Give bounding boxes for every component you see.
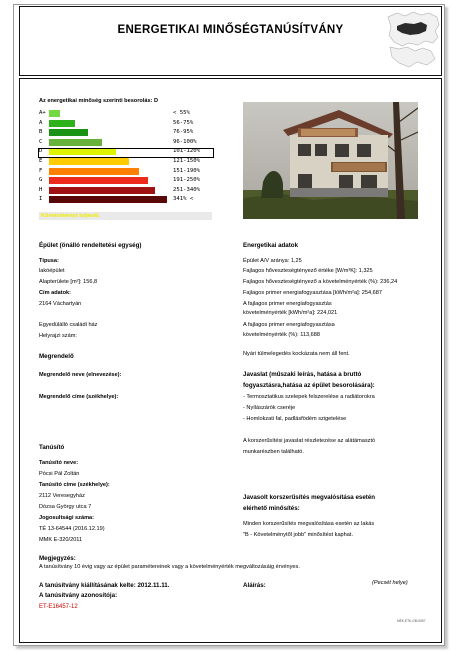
rating-class-range: 101-120% (173, 148, 200, 155)
current-class-frame (38, 148, 214, 158)
certifier-name-label: Tanúsító neve: (39, 460, 79, 466)
rating-class-row (39, 120, 214, 127)
rating-class-range: 56-75% (173, 119, 194, 126)
energy-line: követelményérték (%): 113,688 (243, 332, 321, 338)
rating-class-letter: F (39, 167, 43, 174)
proposal-heading: Javaslat (műszaki leírás, hatása a bruttó (243, 371, 362, 378)
rating-class-letter: A (39, 119, 43, 126)
proposal-item: - Nyílászárók cseréje (243, 405, 296, 411)
rating-class-row (39, 187, 214, 194)
rating-class-letter: G (39, 177, 43, 184)
building-area: Alapterülete [m²]: 156,8 (39, 279, 98, 285)
rating-class-letter: A+ (39, 110, 46, 116)
signature-label: Aláírás: (243, 582, 266, 589)
realization-heading: Javasolt korszerűsítés megvalósítása esetén (243, 494, 376, 501)
energy-heading: Energetikai adatok (243, 242, 299, 249)
certifier-address-value: 2112 Veresegyház (39, 493, 85, 499)
proposal-detail: munkarészben található. (243, 449, 304, 455)
rating-class-bar (49, 158, 129, 165)
certifier-heading: Tanúsító (39, 444, 65, 451)
certifier-license-label: Jogosultsági száma: (39, 515, 95, 521)
rating-class-range: 341% < (173, 196, 194, 203)
rating-class-letter: H (39, 186, 43, 193)
realization-heading: elérhető minősítés: (243, 505, 300, 512)
certificate-id-value: ET-E16457-12 (39, 604, 78, 610)
title-box (19, 6, 442, 76)
rating-class-letter: D (39, 148, 43, 155)
rating-class-row (39, 177, 214, 184)
building-address-value: 2164 Váchartyán (39, 301, 82, 307)
energy-line: Fajlagos primer energiafogyasztása [kWh/m²a]: 254,687 (243, 290, 382, 296)
issue-date: A tanúsítvány kiállításának kelte: 2012.11.11. (39, 582, 170, 589)
rating-class-row (39, 158, 214, 165)
overheating-note: Nyári túlmelegedés kockázata nem áll fent. (243, 351, 350, 357)
rating-class-range: 151-190% (173, 167, 200, 174)
building-use-value: Egyedülálló családi ház (39, 322, 98, 328)
energy-line: A fajlagos primer energiafogyasztás (243, 301, 332, 307)
rating-class-range: 76-95% (173, 129, 194, 136)
rating-class-row (39, 129, 214, 136)
form-stamp: MÉK-ETK-GM-0507 (397, 619, 426, 623)
rating-class-bar (49, 110, 60, 117)
client-name-label: Megrendelő neve (elnevezése): (39, 372, 122, 378)
proposal-item: - Homlokzati fal, padlásfödém szigetelése (243, 416, 347, 422)
building-lot-label: Helyrajzi szám: (39, 333, 77, 339)
energy-line: A fajlagos primer energiafogyasztása (243, 322, 335, 328)
certifier-name-value: Pócsi Pál Zoltán (39, 471, 80, 477)
rating-class-letter: E (39, 158, 43, 164)
rating-class-letter: B (39, 129, 43, 136)
client-address-label: Megrendelő címe (székhelye): (39, 394, 119, 400)
remarks-heading: Megjegyzés: (39, 555, 76, 562)
rating-class-range: 121-150% (173, 158, 200, 164)
certificate-title: ENERGETIKAI MINŐSÉGTANÚSÍTVÁNY (117, 24, 344, 36)
realization-text: "B - Követelménytől jobb" minősítést kaphat. (243, 532, 353, 538)
certifier-license-value: TÉ 13-64544 (2016.12.19) (39, 526, 105, 532)
client-heading: Megrendelő (39, 353, 74, 360)
proposal-item: - Termosztatikus szelepek felszerelése a radiátorokra (243, 394, 375, 400)
rating-class-row (39, 196, 214, 203)
requirement-note: Követelményt teljesíti. (41, 213, 101, 219)
rating-class-range: 251-340% (173, 186, 200, 193)
energy-line: Fajlagos hőveszteségtényező értéke [W/m³K]: 1,325 (243, 268, 373, 274)
certifier-address-value: Dózsa György utca 7 (39, 504, 92, 510)
building-address-label: Cím adatok: (39, 290, 72, 296)
rating-class-range: 96-100% (173, 138, 197, 145)
proposal-detail: A korszerűsítési javaslat részletezése az alátámasztó (243, 438, 376, 444)
building-type-label: Típusa: (39, 258, 59, 264)
building-heading: Épület (önálló rendeltetési egység) (39, 242, 142, 249)
rating-class-row (39, 139, 214, 146)
rating-class-bar (49, 168, 139, 175)
rating-class-bar (49, 129, 88, 136)
energy-line: Épület A/V aránya: 1,25 (243, 258, 302, 264)
rating-class-bar (49, 177, 148, 184)
rating-class-bar (49, 139, 102, 146)
rating-class-bar (49, 196, 167, 203)
rating-class-range: 191-250% (173, 177, 200, 184)
building-type-value: lakóépület (39, 268, 65, 274)
rating-heading: Az energetikai minőség szerinti besorolás: D (39, 98, 159, 104)
rating-class-row (39, 110, 214, 117)
proposal-heading: fogyasztásra,hatása az épület besorolására): (243, 382, 375, 389)
house-photo (243, 102, 418, 219)
rating-class-row (39, 168, 214, 175)
rating-class-letter: I (39, 196, 43, 203)
rating-class-range: < 55% (173, 110, 190, 116)
energy-line: követelményérték [kWh/m²a]: 224,021 (243, 310, 338, 316)
energy-line: Fajlagos hőveszteségtényező a követelményérték (%): 236,24 (243, 279, 398, 285)
remarks-text: A tanúsítvány 10 évig vagy az épület paramétereinek vagy a követelményérték megváltozásáig érvényes. (39, 564, 300, 570)
certificate-id-label: A tanúsítvány azonosítója: (39, 592, 118, 599)
hungary-map-icon (385, 7, 441, 74)
realization-text: Minden korszerűsítés megvalósítása esetén az lakás (243, 521, 375, 527)
rating-class-bar (49, 120, 75, 127)
seal-placeholder: (Pecsét helye) (372, 580, 408, 586)
rating-class-letter: C (39, 138, 43, 145)
certifier-license-value: MMK E-320/2011 (39, 537, 83, 543)
rating-class-bar (49, 187, 155, 194)
certifier-address-label: Tanúsító címe (székhelye): (39, 482, 110, 488)
